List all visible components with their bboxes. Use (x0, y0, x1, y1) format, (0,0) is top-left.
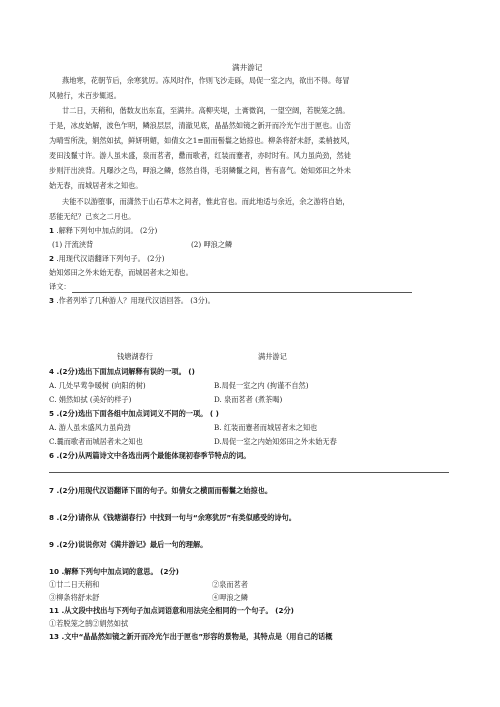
translation-answer-line[interactable] (72, 292, 412, 293)
question-6-answer-line[interactable] (49, 472, 449, 473)
question-4-option-b[interactable]: B.局促一室之内 (拘谨不自然) (214, 381, 309, 390)
question-4-option-c[interactable]: C. 娟然如拭 (美好的样子) (49, 395, 132, 404)
question-10-item-4: ④呷浪之鳞 (212, 593, 248, 602)
question-10-item-1: ①廿二日天稍和 (49, 580, 100, 589)
question-4: 4 .(2分)选出下面加点词解释有误的一项。 () (49, 367, 195, 376)
question-5-option-d[interactable]: D.局促一室之内始知郊田之外未始无春 (214, 437, 337, 446)
question-1-item-2: (2) 呷浪之鳞 (191, 240, 233, 249)
question-2: 2 .用现代汉语翻译下列句子。 (2分) (49, 254, 165, 263)
passage-title: 满井游记 (232, 63, 263, 72)
question-10-item-3: ③柳条将舒未舒 (49, 593, 100, 602)
question-1: 1 .解释下列句中加点的词。 (2分) (49, 226, 158, 235)
question-5-option-c[interactable]: C.曩而歌者而城居者未之知也 (49, 437, 143, 446)
para-2-line-2: 于是，冰皮始解，波色乍明，鳞浪层层，清澈见底，晶晶然如镜之新开而冷光乍出于匣也。山峦 (49, 121, 351, 130)
question-2-sentence: 始知郊田之外未始无春，而城居者未之知也。 (49, 268, 193, 277)
compare-header-right: 满井游记 (258, 352, 287, 361)
question-8: 8 .(2分)请你从《钱塘湖春行》中找到一句与“余寒犹厉”有类似感受的诗句。 (49, 513, 296, 522)
para-2-line-3: 为晴雪所洗，娟然如拭，鲜妍明媚，如倩女之1≡面而髻鬟之始掠也。柳条将舒未舒，柔梢披风， (49, 136, 355, 145)
compare-header-left: 钱塘湖春行 (117, 352, 153, 361)
question-5: 5 .(2分)选出下面各组中加点词词义不同的一项。 ( ) (49, 409, 219, 418)
question-4-option-a[interactable]: A. 几处早莺争暖树 (向阳的树) (49, 381, 146, 390)
para-1-line-2: 风驰行，未百步辄返。 (49, 91, 121, 100)
para-2-line-6: 始无春，而城居者未之知也。 (49, 181, 143, 190)
question-1-item-1: (1) 汗流浃背 (52, 240, 94, 249)
question-9: 9 .(2分)说说你对《满井游记》最后一句的理解。 (49, 540, 208, 549)
question-3: 3 .作者列举了几种游人？用现代汉语回答。 (3分)。 (49, 296, 215, 305)
question-6: 6 .(2分)从两篇诗文中各选出两个最能体现初春季节特点的词。 (49, 451, 251, 460)
para-3-line-1: 夫能不以游堕事，而潇然于山石草木之间者，惟此官也。而此地适与余近，余之游将自始， (62, 197, 350, 206)
question-10: 10 .解释下列句中加点词的意思。 (2分) (49, 567, 179, 576)
translation-label: 译文： (49, 282, 71, 291)
question-10-item-2: ②泉而茗者 (212, 580, 248, 589)
para-3-line-2: 恶能无纪？己亥之二月也。 (49, 212, 136, 221)
para-1-line-1: 燕地寒，花朝节后，余寒犹厉。冻风时作，作则飞沙走砾，局促一室之内，欲出不得。每冒 (62, 76, 350, 85)
question-11-items: ①若脱笼之鹄②娟然如拭 (49, 619, 129, 628)
question-7: 7 .(2分)用现代汉语翻译下面的句子。如倩女之横面而髻鬟之始掠也。 (49, 486, 273, 495)
para-2-line-5: 步则汗出浃背。凡曝沙之鸟，呷浪之鳞，悠然自得，毛羽鳞鬣之间，皆有喜气。始知郊田之外未 (49, 166, 351, 175)
question-5-option-a[interactable]: A. 游人虽未盛风力虽尚劲 (49, 423, 131, 432)
para-2-line-4: 麦田浅鬣寸许。游人虽未盛，泉而茗者，罍而歌者，红装而蹇者，亦时时有。风力虽尚劲，然徒 (49, 151, 351, 160)
question-4-option-d[interactable]: D. 泉而茗者 (煮茶喝) (214, 395, 283, 404)
question-11: 11 .从文段中找出与下列句子加点词语意和用法完全相同的一个句子。 (2分) (49, 606, 294, 615)
question-5-option-b[interactable]: B. 红装而蹇者而城居者未之知也 (214, 423, 318, 432)
para-2-line-1: 廿二日，天稍和，偕数友出东直，至满井。高柳夹堤，土膏微润，一望空阔，若脱笼之鹄。 (62, 106, 350, 115)
question-13: 13 .文中“晶晶然如镜之新开而冷光乍出于匣也”形容的景物是，其特点是（用自己的话概 (49, 632, 333, 641)
